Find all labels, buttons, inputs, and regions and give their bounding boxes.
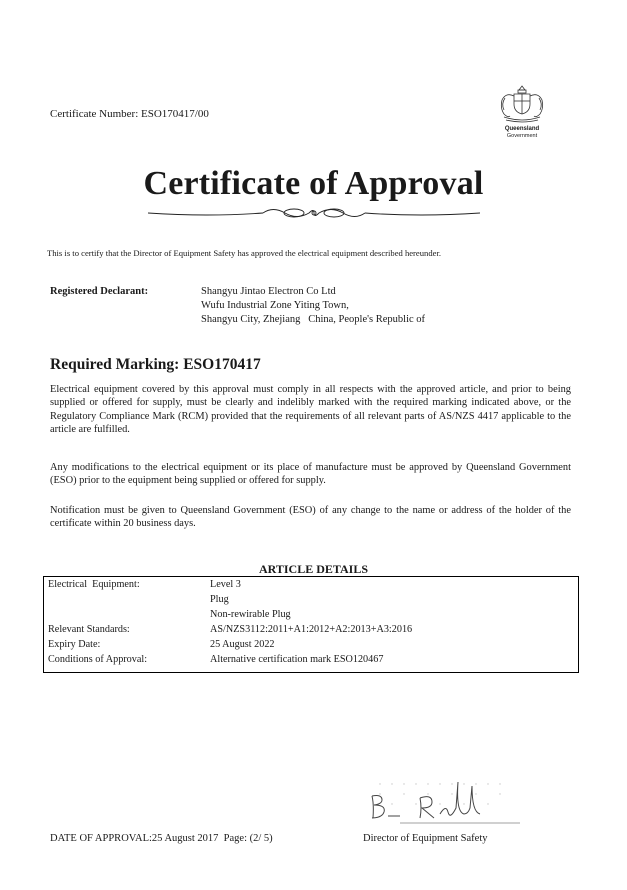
approval-date: DATE OF APPROVAL:25 August 2017 Page: (2/ 5) (50, 833, 273, 844)
declarant-line: Shangyu Jintao Electron Co Ltd (201, 286, 336, 297)
queensland-crest-icon (496, 84, 548, 124)
registered-declarant-label: Registered Declarant: (50, 286, 149, 297)
government-name: Queensland (504, 126, 540, 132)
row-value: Non-rewirable Plug (210, 609, 291, 620)
row-key: Relevant Standards: (48, 624, 130, 635)
certificate-number: Certificate Number: ESO170417/00 (50, 108, 209, 120)
row-value: Level 3 (210, 579, 241, 590)
signature-icon (360, 778, 530, 830)
government-logo (496, 84, 548, 146)
row-value: Alternative certification mark ESO120467 (210, 654, 384, 665)
government-label: Government (506, 133, 538, 139)
intro-statement: This is to certify that the Director of Equipment Safety has approved the electrical equipment described hereunder. (47, 248, 441, 258)
article-details-title: ARTICLE DETAILS (258, 562, 369, 576)
declarant-line: Wufu Industrial Zone Yiting Town, (201, 300, 349, 311)
row-key: Electrical Equipment: (48, 579, 140, 590)
modifications-paragraph: Any modifications to the electrical equipment or its place of manufacture must be approved by Queensland Government (ESO) prior to the equipment being supplied or offered for supply. (50, 462, 571, 487)
row-value: AS/NZS3112:2011+A1:2012+A2:2013+A3:2016 (210, 624, 413, 635)
row-value: 25 August 2022 (210, 639, 275, 650)
row-value: Plug (210, 594, 229, 605)
compliance-paragraph: Electrical equipment covered by this approval must comply in all respects with the approved article, and prior to being supplied or offered for supply, must be clearly and indelibly marked with the required marking indicated above, or the Regulatory Compliance Mark (RCM) provided that the requirements of all relevant parts of AS/NZS 4417 applicable to the article are fulfilled. (50, 384, 571, 436)
director-title: Director of Equipment Safety (363, 833, 488, 844)
title-flourish (148, 204, 480, 222)
notification-paragraph: Notification must be given to Queensland Government (ESO) of any change to the name or address of the holder of the certificate within 20 business days. (50, 505, 571, 530)
required-marking: Required Marking: ESO170417 (50, 356, 261, 373)
row-key: Conditions of Approval: (48, 654, 148, 665)
article-details-table (43, 576, 579, 673)
page-title: Certificate of Approval (143, 165, 484, 202)
row-key: Expiry Date: (48, 639, 101, 650)
registered-declarant-address (201, 285, 425, 327)
declarant-line: Shangyu City, Zhejiang China, People's Republic of (201, 314, 426, 325)
